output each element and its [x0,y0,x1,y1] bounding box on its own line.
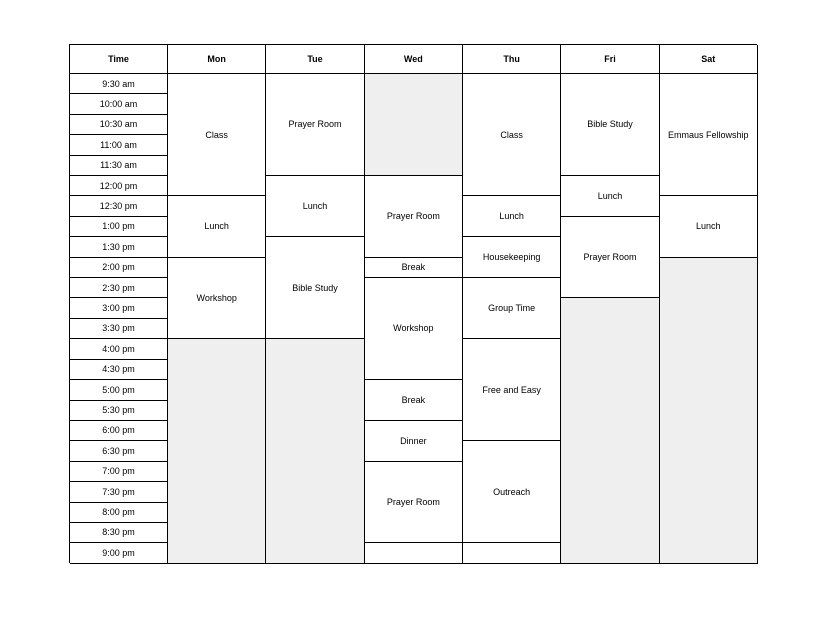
event-block-fri: Bible Study [561,74,659,176]
event-block-thu: Class [463,74,561,196]
time-slot-label: 12:00 pm [70,176,168,196]
column-header-sat: Sat [660,45,758,74]
time-slot-label: 1:00 pm [70,217,168,237]
column-header-wed: Wed [365,45,463,74]
column-header-mon: Mon [168,45,266,74]
column-header-tue: Tue [266,45,364,74]
event-block-tue: Bible Study [266,237,364,339]
column-header-thu: Thu [463,45,561,74]
event-block-tue: Prayer Room [266,74,364,176]
column-header-time: Time [70,45,168,74]
time-slot-label: 10:00 am [70,94,168,114]
time-slot-label: 8:30 pm [70,523,168,543]
event-block-thu: Housekeeping [463,237,561,278]
column-header-fri: Fri [561,45,659,74]
event-block-wed: Workshop [365,278,463,380]
time-slot-label: 9:30 am [70,74,168,94]
time-slot-label: 11:00 am [70,135,168,155]
time-slot-label: 3:30 pm [70,319,168,339]
time-slot-label: 2:30 pm [70,278,168,298]
time-slot-label: 4:00 pm [70,339,168,359]
event-block-mon: Workshop [168,258,266,340]
empty-block-thu [463,543,561,563]
empty-block-mon [168,339,266,563]
event-block-sat: Lunch [660,196,758,257]
empty-block-tue [266,339,364,563]
time-slot-label: 8:00 pm [70,503,168,523]
time-slot-label: 11:30 am [70,156,168,176]
event-block-thu: Free and Easy [463,339,561,441]
time-slot-label: 6:00 pm [70,421,168,441]
event-block-wed: Dinner [365,421,463,462]
empty-block-sat [660,258,758,564]
time-slot-label: 2:00 pm [70,258,168,278]
time-slot-label: 9:00 pm [70,543,168,563]
time-slot-label: 5:30 pm [70,401,168,421]
event-block-wed: Prayer Room [365,462,463,544]
event-block-mon: Lunch [168,196,266,257]
event-block-wed: Prayer Room [365,176,463,258]
time-slot-label: 12:30 pm [70,196,168,216]
event-block-sat: Emmaus Fellowship [660,74,758,196]
time-slot-label: 10:30 am [70,115,168,135]
time-slot-label: 7:30 pm [70,482,168,502]
schedule-table [69,44,757,563]
event-block-tue: Lunch [266,176,364,237]
time-slot-label: 4:30 pm [70,360,168,380]
event-block-wed: Break [365,380,463,421]
event-block-thu: Lunch [463,196,561,237]
event-block-fri: Prayer Room [561,217,659,299]
time-slot-label: 3:00 pm [70,298,168,318]
event-block-fri: Lunch [561,176,659,217]
empty-block-fri [561,298,659,563]
time-slot-label: 5:00 pm [70,380,168,400]
time-slot-label: 1:30 pm [70,237,168,257]
event-block-mon: Class [168,74,266,196]
event-block-wed: Break [365,258,463,278]
time-slot-label: 7:00 pm [70,462,168,482]
event-block-thu: Outreach [463,441,561,543]
empty-block-wed [365,74,463,176]
time-slot-label: 6:30 pm [70,441,168,461]
event-block-thu: Group Time [463,278,561,339]
empty-block-wed [365,543,463,563]
